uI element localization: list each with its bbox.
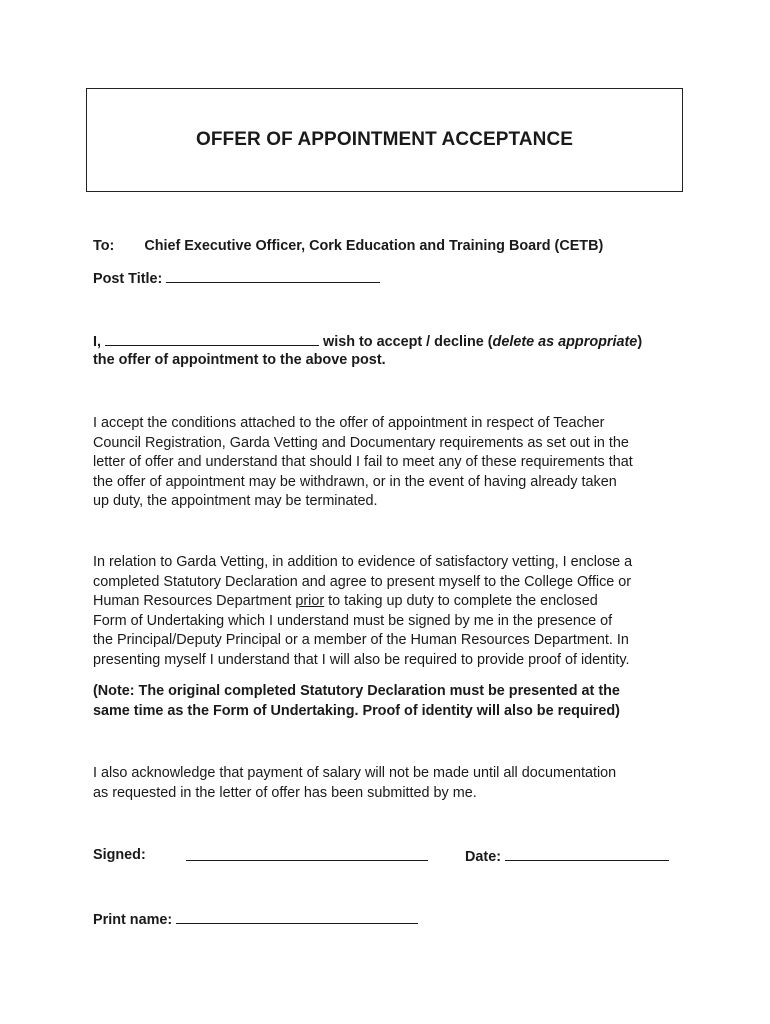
- note-line: (Note: The original completed Statutory Declaration must be presented at the: [93, 683, 620, 699]
- para2-line: completed Statutory Declaration and agree to present myself to the College Office or: [93, 573, 632, 590]
- para2-line: presenting myself I understand that I will also be required to provide proof of identity.: [93, 651, 630, 668]
- prior-underlined: prior: [295, 593, 325, 610]
- print-name-field[interactable]: [176, 909, 418, 924]
- intro-line-2: the offer of appointment to the above post.: [93, 352, 386, 368]
- print-name-label: Print name:: [93, 912, 173, 928]
- para2-line: In relation to Garda Vetting, in addition to evidence of satisfactory vetting, I enclose a: [93, 554, 633, 570]
- para2-line: the Principal/Deputy Principal or a member of the Human Resources Department. In: [93, 632, 629, 649]
- note-paragraph: [93, 681, 693, 721]
- signature-field[interactable]: [186, 846, 428, 861]
- para2-line-3: [93, 592, 693, 612]
- para3-line: as requested in the letter of offer has been submitted by me.: [93, 784, 477, 801]
- garda-vetting-paragraph: [93, 553, 693, 671]
- intro-close: ): [637, 334, 643, 350]
- signature-line: [186, 846, 428, 867]
- date-line: [465, 846, 669, 867]
- date-label: Date:: [465, 849, 501, 865]
- intro-middle: wish to accept / decline (: [323, 334, 493, 350]
- para2-line: Form of Undertaking which I understand must be signed by me in the presence of: [93, 612, 613, 629]
- para1-line: up duty, the appointment may be terminated.: [93, 493, 378, 510]
- note-line: same time as the Form of Undertaking. Proof of identity will also be required): [93, 703, 620, 719]
- post-title-label: Post Title:: [93, 271, 163, 287]
- para2-line3-after: to taking up duty to complete the enclosed: [324, 593, 598, 610]
- para3-line: I also acknowledge that payment of salary will not be made until all documentation: [93, 765, 617, 781]
- intro-italic: delete as appropriate: [492, 334, 638, 350]
- print-name-line: [93, 909, 418, 930]
- signed-label: Signed:: [93, 847, 146, 863]
- para1-line: Council Registration, Garda Vetting and Documentary requirements as set out in the: [93, 434, 629, 451]
- post-title-field[interactable]: [166, 268, 380, 283]
- salary-paragraph: [93, 764, 693, 803]
- para1-line: I accept the conditions attached to the offer of appointment in respect of Teacher: [93, 415, 605, 431]
- date-field[interactable]: [505, 846, 669, 861]
- para1-line: letter of offer and understand that should I fail to meet any of these requirements that: [93, 454, 633, 471]
- title-box: [86, 88, 683, 192]
- para1-line: the offer of appointment may be withdrawn, or in the event of having already taken: [93, 473, 617, 490]
- para2-line3-before: Human Resources Department: [93, 593, 296, 610]
- to-label: To:: [93, 238, 115, 254]
- conditions-paragraph: [93, 414, 693, 512]
- post-title-line: [93, 268, 380, 289]
- to-line: [93, 237, 603, 256]
- intro-line-1: [93, 331, 642, 352]
- intro-prefix: I,: [93, 334, 101, 350]
- to-recipient: Chief Executive Officer, Cork Education and Training Board (CETB): [144, 238, 604, 254]
- page-title: OFFER OF APPOINTMENT ACCEPTANCE: [195, 129, 574, 150]
- name-field[interactable]: [105, 331, 319, 346]
